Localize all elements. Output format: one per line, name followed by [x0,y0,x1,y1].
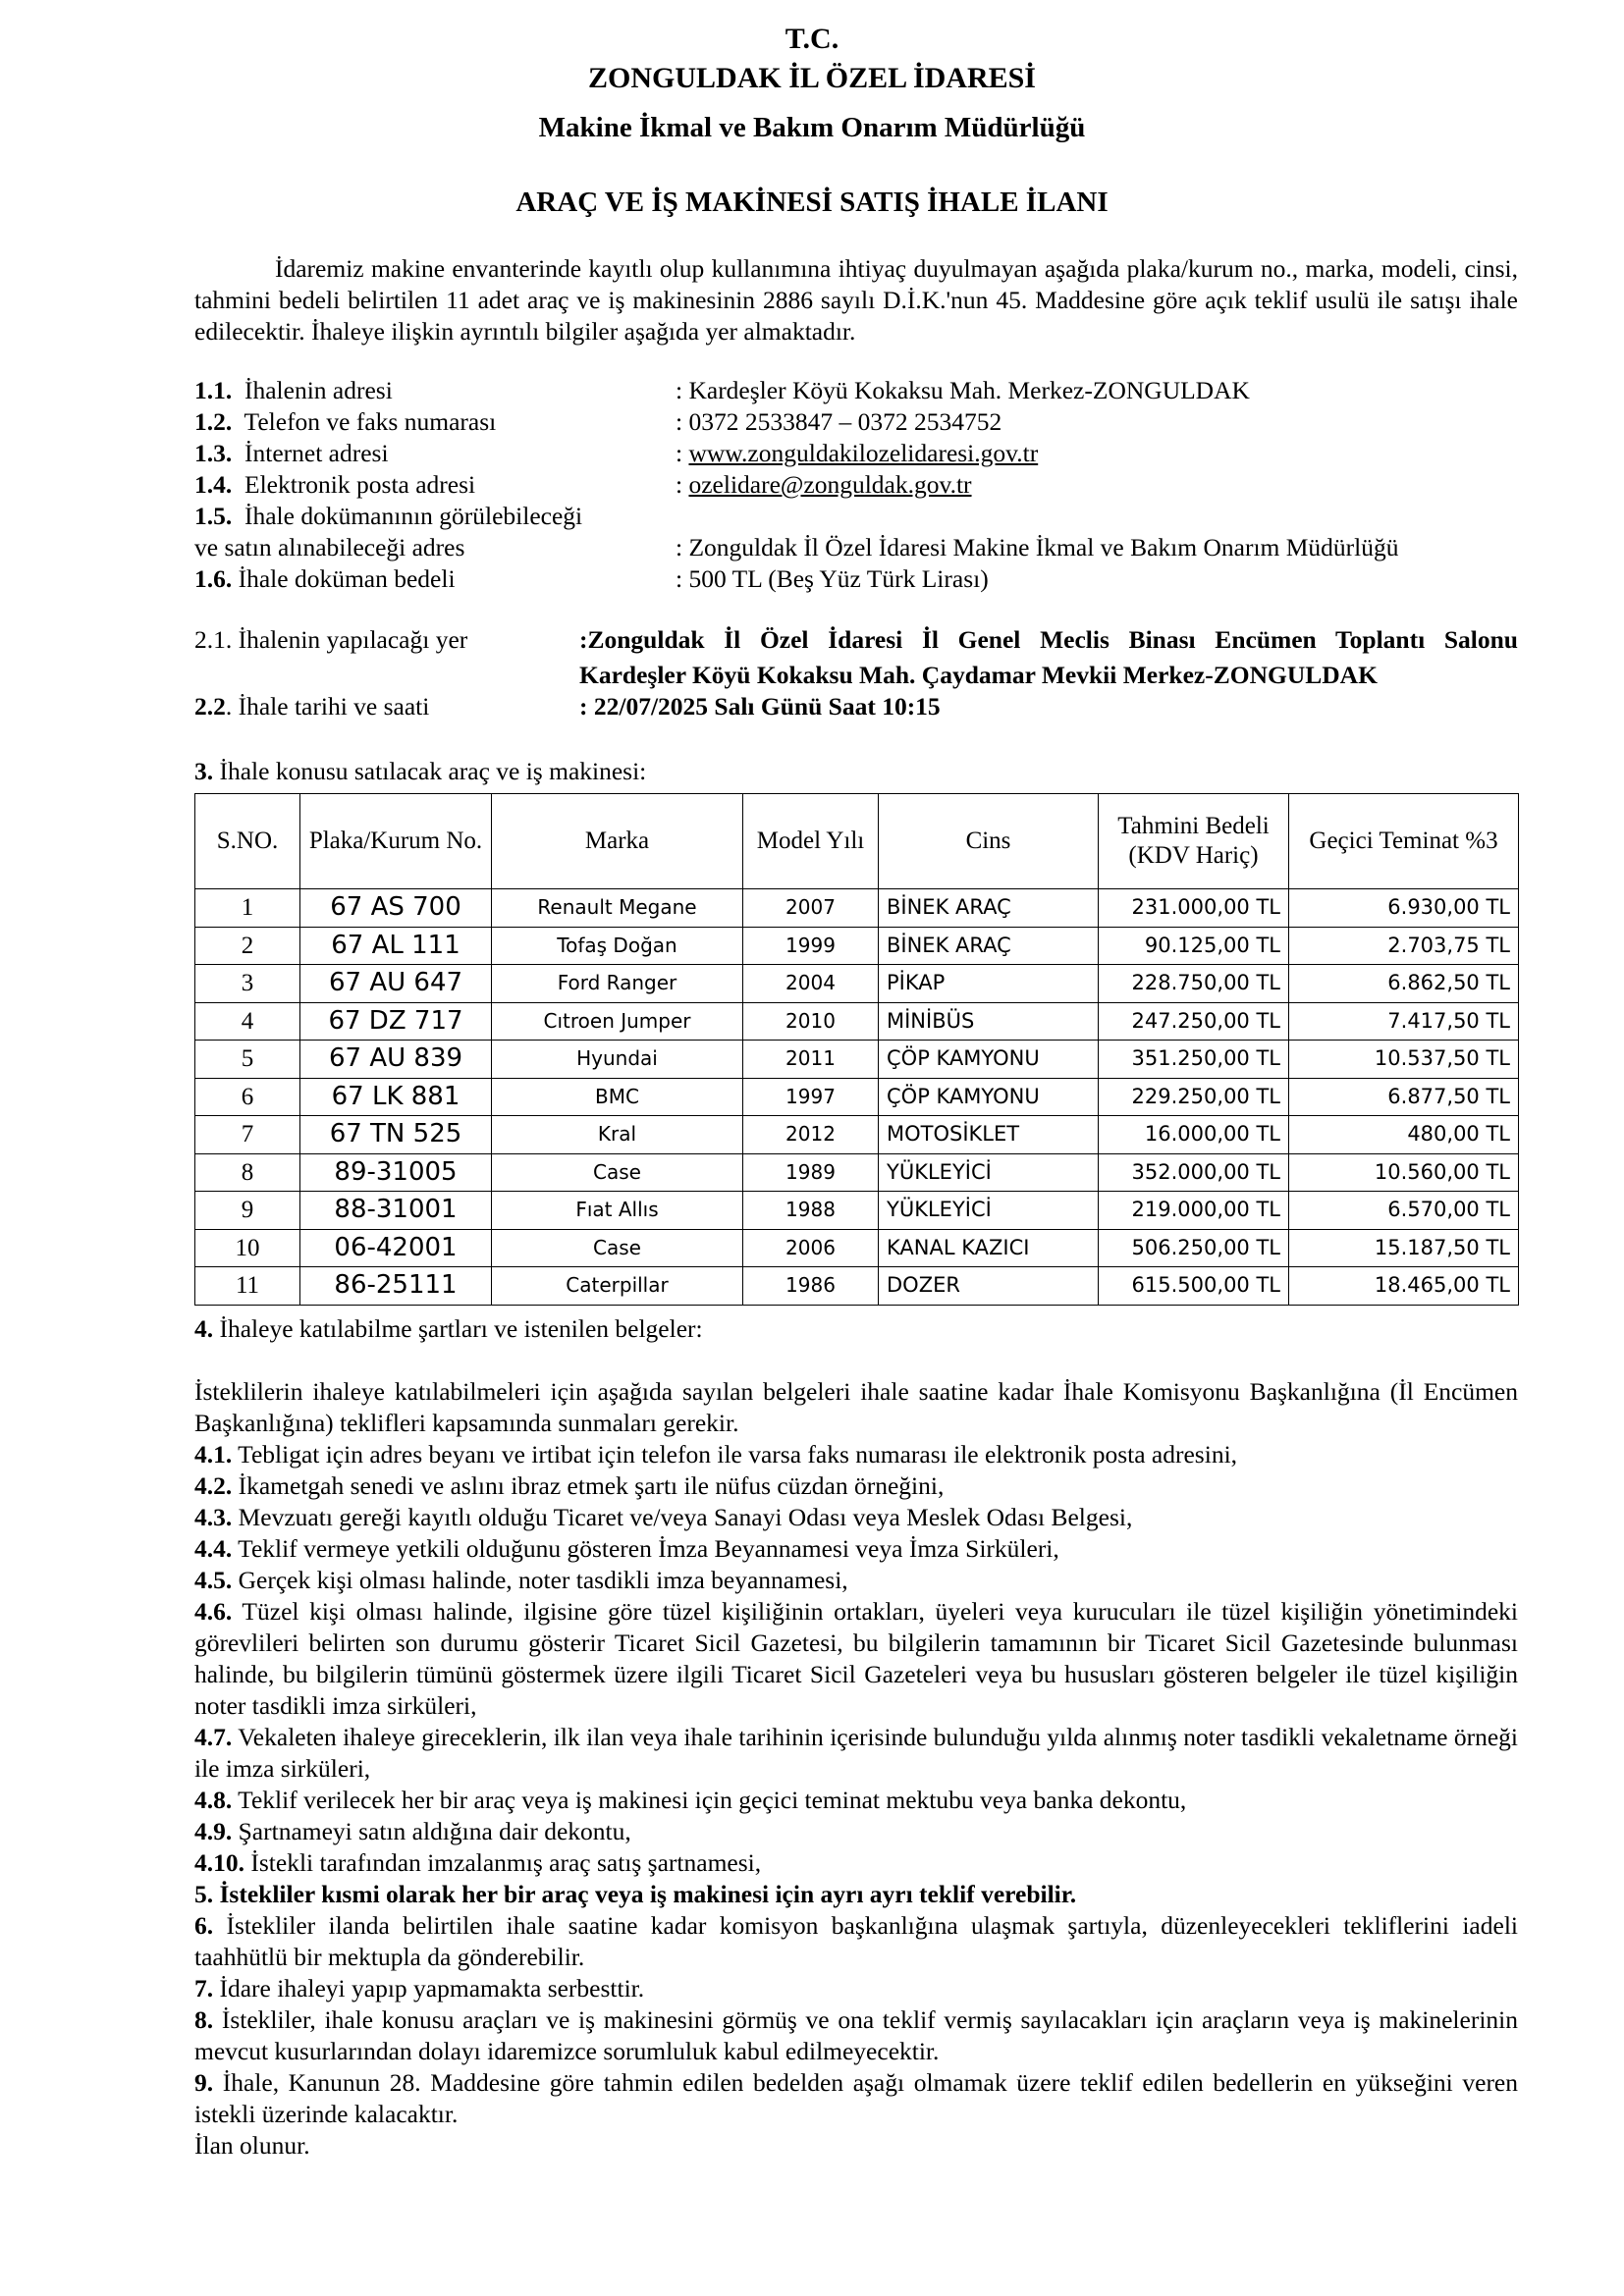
item-number: 4.2. [194,1471,233,1500]
item-prefix: : [676,470,689,499]
cell-sno: 5 [195,1041,300,1079]
vehicle-table-body [195,889,1519,1306]
item-number: 1.2. [194,407,233,436]
cell-brand: Case [492,1229,743,1267]
info-row [194,624,1518,656]
cell-year: 2012 [743,1116,879,1154]
vehicle-table [194,793,1519,1306]
item-text: İkametgah senedi ve aslını ibraz etmek şartı ile nüfus cüzdan örneğini, [232,1471,945,1500]
cell-plate: 67 DZ 717 [300,1002,492,1041]
place-value-line2: Kardeşler Köyü Kokaksu Mah. Çaydamar Mevkii Merkez-ZONGULDAK [579,661,1378,689]
cell-deposit: 6.930,00 TL [1289,889,1519,928]
item-text: Mevzuatı gereği kayıtlı olduğu Ticaret ve/veya Sanayi Odası veya Meslek Odası Belgesi, [232,1503,1133,1531]
item-text: Tüzel kişi olması halinde, ilgisine göre tüzel kişiliğinin ortakları, üyeleri veya kurucuları ile tüzel kişiliğin yönetimindeki görevlileri belirten son durumu gösterir Ticaret Sicil Gazetesi, bu bilgilerin tamamının bir Ticaret Sicil Gazetesinde bulunması halinde, bu bilgilerin tümünü göstermek üzere ilgili Ticaret Sicil Gazeteleri veya bu hususları gösteren belgeler ile tüzel kişiliğin noter tasdikli imza sirküleri, [194,1597,1518,1720]
cell-deposit: 6.877,50 TL [1289,1078,1519,1116]
col-header-price: Tahmini Bedeli (KDV Hariç) [1099,794,1289,889]
cell-sno: 4 [195,1002,300,1041]
item-number: 4.5. [194,1566,233,1594]
cell-year: 1986 [743,1267,879,1306]
cell-plate: 88-31001 [300,1192,492,1230]
cell-plate: 67 LK 881 [300,1078,492,1116]
table-row [195,1116,1519,1154]
terms-list [194,1910,1518,2130]
cell-sno: 6 [195,1078,300,1116]
cell-sno: 7 [195,1116,300,1154]
table-row [195,965,1519,1003]
cell-brand: Cıtroen Jumper [492,1002,743,1041]
item-number: 9. [194,2068,214,2097]
item-5: 5. İstekliler kısmi olarak her bir araç veya iş makinesi için ayrı ayrı teklif verebilir. [194,1880,1077,1908]
cell-year: 2011 [743,1041,879,1079]
cell-price: 506.250,00 TL [1099,1229,1289,1267]
info-row [194,691,1518,722]
table-row [195,1153,1519,1192]
cell-year: 2010 [743,1002,879,1041]
cell-deposit: 6.862,50 TL [1289,965,1519,1003]
item-number: 1.6. [194,564,233,593]
item-number: 4.1. [194,1440,233,1468]
item-text: Şartnameyi satın aldığına dair dekontu, [232,1817,631,1845]
item-number: 6. [194,1911,214,1940]
cell-plate: 67 AL 111 [300,927,492,965]
cell-year: 1999 [743,927,879,965]
item-label: Elektronik posta adresi [244,470,476,499]
section-4 [194,1313,1518,2162]
section-1 [194,375,1518,595]
cell-plate: 89-31005 [300,1153,492,1192]
item-text: İdare ihaleyi yapıp yapmamakta serbesttir. [213,1974,645,2002]
info-row [194,656,1518,691]
cell-year: 1997 [743,1078,879,1116]
item-text: Gerçek kişi olması halinde, noter tasdikli imza beyannamesi, [232,1566,848,1594]
cell-deposit: 15.187,50 TL [1289,1229,1519,1267]
item-text: Teklif verilecek her bir araç veya iş makinesi için geçici teminat mektubu veya banka dekontu, [232,1786,1187,1814]
item-label: İhale doküman bedeli [238,564,456,593]
term-item [194,2067,1518,2130]
table-row [195,1192,1519,1230]
cell-type: DOZER [879,1267,1099,1306]
item-text: İstekliler ilanda belirtilen ihale saatine kadar komisyon başkanlığına ulaşmak şartıyla, düzenleyecekleri tekliflerini iadeli taahhütlü bir mektupla da gönderebilir. [194,1911,1518,1971]
requirement-item [194,1847,1518,1879]
cell-plate: 67 TN 525 [300,1116,492,1154]
cell-deposit: 10.537,50 TL [1289,1041,1519,1079]
item-value: : 500 TL (Beş Yüz Türk Lirası) [676,564,989,593]
table-row [195,1078,1519,1116]
closing-text: İlan olunur. [194,2131,310,2160]
item-number: 4.8. [194,1786,233,1814]
item-number: 4.6. [194,1597,233,1626]
cell-price: 90.125,00 TL [1099,927,1289,965]
table-row [195,889,1519,928]
cell-plate: 86-25111 [300,1267,492,1306]
intro-text: İdaremiz makine envanterinde kayıtlı olup kullanımına ihtiyaç duyulmayan aşağıda plaka/kurum no., marka, modeli, cinsi, tahmini bedeli belirtilen 11 adet araç ve iş makinesinin 2886 sayılı D.İ.K.'nun 45. Maddesine göre açık teklif usulü ile satışı ihale edilecektir. İhaleye ilişkin ayrıntılı bilgiler aşağıda yer almaktadır. [194,254,1518,346]
col-header-year: Model Yılı [743,794,879,889]
cell-brand: Renault Megane [492,889,743,928]
date-label: . İhale tarihi ve saati [225,692,430,721]
table-row [195,927,1519,965]
info-row [194,469,1518,501]
item-number: 4.4. [194,1534,233,1563]
requirement-item [194,1502,1518,1533]
item-label-cont: ve satın alınabileceği adres [194,533,465,561]
item-text: Tebligat için adres beyanı ve irtibat için telefon ile varsa faks numarası ile elektronik posta adresini, [232,1440,1238,1468]
requirement-item [194,1722,1518,1785]
cell-price: 229.250,00 TL [1099,1078,1289,1116]
section-2 [194,624,1518,722]
item-number: 7. [194,1974,214,2002]
table-row [195,1002,1519,1041]
item-number: 1.1. [194,376,233,404]
email-link[interactable]: ozelidare@zonguldak.gov.tr [688,470,972,499]
cell-sno: 1 [195,889,300,928]
item-value: : Kardeşler Köyü Kokaksu Mah. Merkez-ZONGULDAK [676,376,1250,404]
cell-year: 1989 [743,1153,879,1192]
cell-year: 2004 [743,965,879,1003]
cell-deposit: 480,00 TL [1289,1116,1519,1154]
cell-sno: 2 [195,927,300,965]
info-row [194,375,1518,406]
intro-paragraph [194,253,1518,347]
cell-brand: Caterpillar [492,1267,743,1306]
item-number: 1.3. [194,439,233,467]
cell-type: YÜKLEYİCİ [879,1153,1099,1192]
cell-type: ÇÖP KAMYONU [879,1078,1099,1116]
place-label: 2.1. İhalenin yapılacağı yer [194,625,468,654]
requirement-item [194,1470,1518,1502]
cell-price: 231.000,00 TL [1099,889,1289,928]
cell-deposit: 2.703,75 TL [1289,927,1519,965]
table-row [195,1041,1519,1079]
cell-price: 351.250,00 TL [1099,1041,1289,1079]
cell-year: 1988 [743,1192,879,1230]
spacer [194,1345,1518,1376]
item-label: İhale dokümanının görülebileceği [244,502,583,530]
requirement-item [194,1596,1518,1722]
cell-plate: 67 AU 647 [300,965,492,1003]
table-row [195,1229,1519,1267]
cell-deposit: 10.560,00 TL [1289,1153,1519,1192]
info-row [194,438,1518,469]
website-link[interactable]: www.zonguldakilozelidaresi.gov.tr [688,439,1039,467]
document-title: ARAÇ VE İŞ MAKİNESİ SATIŞ İHALE İLANI [515,187,1109,218]
requirements-list [194,1439,1518,1879]
item-prefix: : [676,439,689,467]
item-number: 4.10. [194,1848,244,1877]
item-number: 4.3. [194,1503,233,1531]
cell-sno: 11 [195,1267,300,1306]
requirement-item [194,1785,1518,1816]
cell-brand: Ford Ranger [492,965,743,1003]
item-text: İhale, Kanunun 28. Maddesine göre tahmin edilen bedelden aşağı olmamak üzere teklif edilen bedellerin en yükseğini veren istekli üzerinde kalacaktır. [194,2068,1518,2128]
cell-deposit: 7.417,50 TL [1289,1002,1519,1041]
cell-plate: 67 AS 700 [300,889,492,928]
cell-price: 228.750,00 TL [1099,965,1289,1003]
info-row [194,406,1518,438]
cell-brand: BMC [492,1078,743,1116]
item-number: 1.4. [194,470,233,499]
section-4-title [194,1313,1518,1345]
cell-brand: Fıat Allıs [492,1192,743,1230]
cell-deposit: 6.570,00 TL [1289,1192,1519,1230]
cell-price: 615.500,00 TL [1099,1267,1289,1306]
info-row [194,532,1518,563]
term-item [194,1910,1518,1973]
requirement-item [194,1565,1518,1596]
term-item [194,2004,1518,2067]
cell-type: ÇÖP KAMYONU [879,1041,1099,1079]
col-header-deposit: Geçici Teminat %3 [1289,794,1519,889]
cell-sno: 9 [195,1192,300,1230]
cell-type: MOTOSİKLET [879,1116,1099,1154]
section-4-lead: İsteklilerin ihaleye katılabilmeleri için aşağıda sayılan belgeleri ihale saatine kadar İhale Komisyonu Başkanlığına (İl Encümen Başkanlığına) teklifleri kapsamında sunmaları gerekir. [194,1377,1518,1437]
requirement-item [194,1816,1518,1847]
term-item [194,1973,1518,2004]
item-label: İnternet adresi [244,439,389,467]
cell-type: KANAL KAZICI [879,1229,1099,1267]
item-number: 2.2 [194,692,226,721]
table-header-row [195,794,1519,889]
item-text: Vekaleten ihaleye gireceklerin, ilk ilan veya ihale tarihinin içerisinde bulunduğu yılda alınmış noter tasdikli vekaletname örneği ile imza sirküleri, [194,1723,1518,1783]
item-value: : Zonguldak İl Özel İdaresi Makine İkmal ve Bakım Onarım Müdürlüğü [676,533,1399,561]
cell-brand: Hyundai [492,1041,743,1079]
col-header-sno: S.NO. [195,794,300,889]
item-text: İstekliler, ihale konusu araçları ve iş makinesini görmüş ve ona teklif vermiş sayılacakları için araçların veya iş makinelerinin mevcut kusurlarından dolayı idaremizce sorumluluk kabul edilmeyecektir. [194,2005,1518,2065]
col-header-brand: Marka [492,794,743,889]
place-value-line1: :Zonguldak İl Özel İdaresi İl Genel Meclis Binası Encümen Toplantı Salonu [579,625,1518,654]
section-3-title [194,756,646,787]
cell-brand: Tofaş Doğan [492,927,743,965]
item-number: 8. [194,2005,214,2034]
cell-price: 247.250,00 TL [1099,1002,1289,1041]
item-label: Telefon ve faks numarası [244,407,497,436]
table-row [195,1267,1519,1306]
header-department: Makine İkmal ve Bakım Onarım Müdürlüğü [538,112,1086,143]
cell-type: BİNEK ARAÇ [879,889,1099,928]
cell-type: PİKAP [879,965,1099,1003]
cell-year: 2007 [743,889,879,928]
item-number: 1.5. [194,502,233,530]
item-number: 4.9. [194,1817,233,1845]
cell-brand: Case [492,1153,743,1192]
info-row [194,501,1518,532]
col-header-type: Cins [879,794,1099,889]
header-institution: ZONGULDAK İL ÖZEL İDARESİ [588,62,1036,94]
item-label: İhalenin adresi [244,376,393,404]
col-header-plate: Plaka/Kurum No. [300,794,492,889]
cell-sno: 10 [195,1229,300,1267]
cell-year: 2006 [743,1229,879,1267]
cell-price: 16.000,00 TL [1099,1116,1289,1154]
requirement-item [194,1439,1518,1470]
cell-deposit: 18.465,00 TL [1289,1267,1519,1306]
header-tc: T.C. [785,23,839,55]
cell-sno: 8 [195,1153,300,1192]
requirement-item [194,1533,1518,1565]
section-number: 3. [194,757,214,785]
cell-type: MİNİBÜS [879,1002,1099,1041]
item-value: : 0372 2533847 – 0372 2534752 [676,407,1002,436]
section-number: 4. [194,1314,214,1343]
info-row [194,563,1518,595]
cell-plate: 06-42001 [300,1229,492,1267]
cell-type: BİNEK ARAÇ [879,927,1099,965]
cell-sno: 3 [195,965,300,1003]
cell-type: YÜKLEYİCİ [879,1192,1099,1230]
item-number: 4.7. [194,1723,233,1751]
cell-price: 352.000,00 TL [1099,1153,1289,1192]
date-value: : 22/07/2025 Salı Günü Saat 10:15 [579,692,941,721]
section-title: İhaleye katılabilme şartları ve istenilen belgeler: [213,1314,703,1343]
cell-plate: 67 AU 839 [300,1041,492,1079]
cell-brand: Kral [492,1116,743,1154]
cell-price: 219.000,00 TL [1099,1192,1289,1230]
section-title: İhale konusu satılacak araç ve iş makinesi: [213,757,647,785]
item-text: İstekli tarafından imzalanmış araç satış şartnamesi, [244,1848,762,1877]
item-text: Teklif vermeye yetkili olduğunu gösteren İmza Beyannamesi veya İmza Sirküleri, [232,1534,1059,1563]
